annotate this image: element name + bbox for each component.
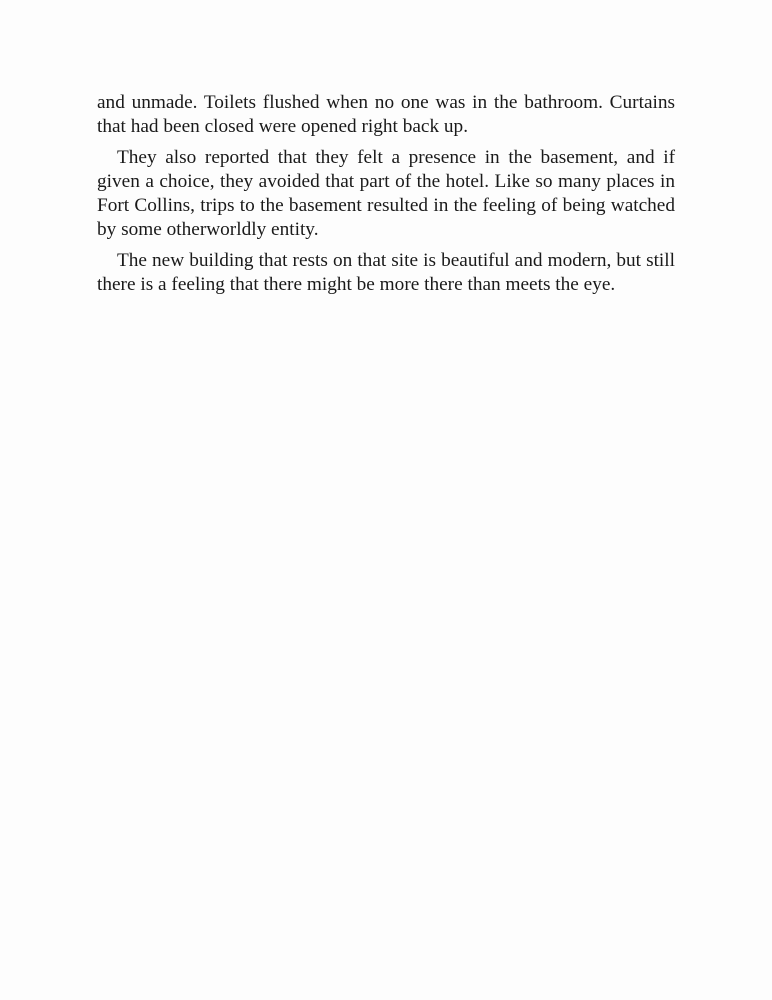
body-text	[97, 91, 675, 304]
paragraph-continuation: and unmade. Toilets flushed when no one was in the bathroom. Curtains that had been closed were opened right back up.	[97, 92, 675, 137]
paragraph-basement-presence: They also reported that they felt a presence in the basement, and if given a choice, they avoided that part of the hotel. Like so many places in Fort Collins, trips to the basement resulted in the feeling of being watched by some otherworldly entity.	[97, 147, 675, 240]
paragraph-new-building: The new building that rests on that site is beautiful and modern, but still there is a feeling that there might be more there than meets the eye.	[97, 250, 675, 295]
